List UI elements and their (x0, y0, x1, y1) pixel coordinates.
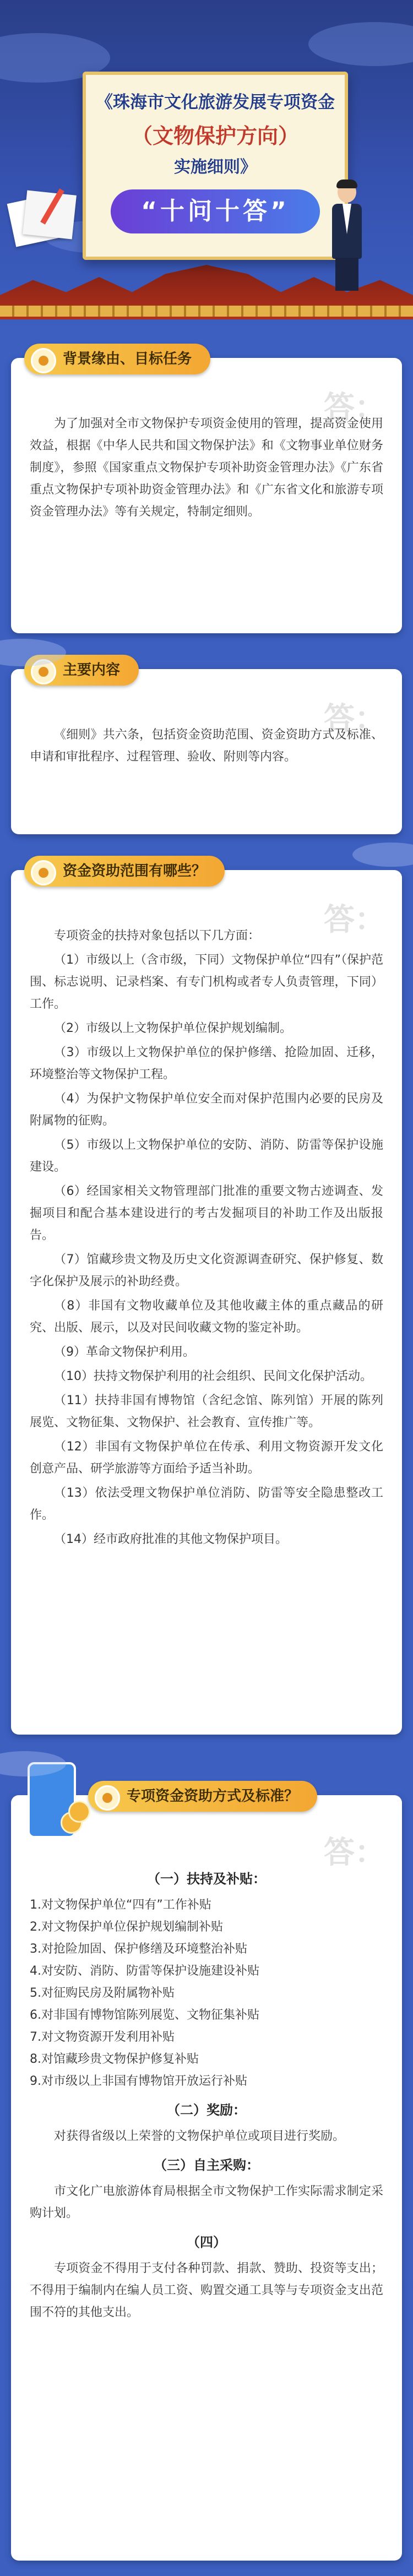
section-title-text: 专项资金资助方式及标准？ (127, 1788, 299, 1805)
list-item: （2）市级以上文物保护单位保护规划编制。 (54, 1021, 292, 1035)
list-item: 3.对抢险加固、保护修缮及环境整治补贴 (30, 1942, 247, 1956)
title-banner (83, 72, 348, 260)
cloud-decoration (352, 843, 413, 867)
list-item: 6.对非国有博物馆陈列展览、文物征集补贴 (30, 2008, 259, 2022)
section-title-text: 主要内容 (63, 662, 121, 678)
title-line-3: 实施细则》 (174, 157, 257, 177)
presenter-illustration (328, 182, 366, 292)
paragraph: 专项资金不得用于支付各种罚款、捐款、赞助、投资等支出；不得用于编制内在编人员工资、购置交通工具等与专项资金支出范围不符的其他支出。 (30, 2262, 383, 2319)
paragraph: 市文化广电旅游体育局根据全市文物保护工作实际需求制定采购计划。 (30, 2184, 383, 2220)
list-item: 8.对馆藏珍贵文物保护修复补贴 (30, 2052, 199, 2066)
section-background (11, 351, 402, 633)
bullet-icon (31, 348, 56, 373)
bullet-icon (31, 860, 56, 885)
list-item: 1.对文物保护单位“四有”工作补贴 (30, 1898, 211, 1912)
section-body (30, 925, 383, 1553)
paragraph: 《细则》共六条，包括资金资助范围、资金资助方式及标准、申请和审批程序、过程管理、验收、附则等内容。 (30, 728, 383, 764)
list-item: （12）非国有文物保护单位在传承、利用文物资源开发文化创意产品、研学旅游等方面给予适当补助。 (30, 1440, 383, 1476)
subsection-title: （四） (187, 2235, 226, 2250)
documents-illustration (11, 187, 77, 248)
section-title (24, 344, 210, 374)
cloud-decoration (308, 22, 413, 66)
subsection-title: （二）奖励： (167, 2102, 246, 2118)
list-item: 9.对市级以上非国有博物馆开放运行补贴 (30, 2074, 247, 2088)
list-item: （1）市级以上（含市级，下同）文物保护单位“四有”（保护范围、标志说明、记录档案、有专门机构或者专人负责管理，下同）工作。 (30, 953, 383, 1011)
section-funding-scope (11, 863, 402, 1735)
list-item: 4.对安防、消防、防雷等保护设施建设补贴 (30, 1964, 259, 1978)
subsection-title: （三）自主采购： (154, 2157, 259, 2173)
bullet-icon (95, 1785, 120, 1811)
section-funding-methods (11, 1788, 402, 2561)
section-body (30, 1861, 383, 2324)
list-item: （9）革命文物保护利用。 (54, 1345, 195, 1359)
section-title (88, 1781, 317, 1812)
title-line-2: （文物保护方向） (131, 124, 299, 148)
list-item: （5）市级以上文物保护单位的安防、消防、防雷等保护设施建设。 (30, 1138, 383, 1174)
list-item: （6）经国家相关文物管理部门批准的重要文物古迹调查、发掘项目和配合基本建设进行的考古发掘项目的补助工作及出版报告。 (30, 1184, 383, 1242)
list-item: （8）非国有文物收藏单位及其他收藏主体的重点藏品的研究、出版、展示，以及对民间收藏文物的鉴定补助。 (30, 1299, 383, 1335)
title-badge: “十问十答” (111, 189, 320, 233)
answer-mark: 答： (324, 901, 385, 938)
palace-roof-trim (0, 306, 413, 317)
list-item: （7）馆藏珍贵文物及历史文化资源调查研究、保护修复、数字化保护及展示的补助经费。 (30, 1253, 383, 1289)
list-item: （13）依法受理文物保护单位消防、防雷等安全隐患整改工作。 (30, 1486, 383, 1522)
section-body (30, 724, 383, 768)
list-item: 5.对征购民房及附属物补贴 (30, 1986, 175, 2000)
list-item: （3）市级以上文物保护单位的保护修缮、抢险加固、迁移，环境整治等文物保护工程。 (30, 1046, 383, 1082)
paragraph: 对获得省级以上荣誉的文物保护单位或项目进行奖励。 (54, 2129, 345, 2143)
subsection-title: （一）扶持及补贴： (147, 1871, 266, 1887)
section-title (24, 856, 225, 887)
list-item: 2.对文物保护单位保护规划编制补贴 (30, 1920, 223, 1934)
hero-header (0, 0, 413, 330)
section-body (30, 413, 383, 523)
answer-mark: 答： (324, 700, 385, 737)
paragraph: 为了加强对全市文物保护专项资金使用的管理，提高资金使用效益，根据《中华人民共和国文物保护法》和《文物事业单位财务制度》，参照《国家重点文物保护专项补助资金管理办法》《广东省重点文物保护专项补助资金管理办法》和《广东省文化和旅游专项资金管理办法》等有关规定，特制定细则。 (30, 417, 383, 519)
list-item: （11）扶持非国有博物馆（含纪念馆、陈列馆）开展的陈列展览、文物征集、文物保护、社会教育、宣传推广等。 (30, 1394, 383, 1430)
list-item: （14）经市政府批准的其他文物保护项目。 (54, 1532, 287, 1546)
list-item: （4）为保护文物保护单位安全而对保护范围内必要的民房及附属物的征购。 (30, 1092, 383, 1128)
answer-mark: 答： (324, 1834, 385, 1871)
list-item: （10）扶持文物保护利用的社会组织、民间文化保护活动。 (54, 1369, 372, 1383)
section-title-text: 资金资助范围有哪些？ (63, 863, 206, 879)
title-line-1: 《珠海市文化旅游发展专项资金 (96, 93, 335, 112)
section-title-text: 背景缘由、目标任务 (63, 351, 192, 367)
section-main-content (11, 662, 402, 834)
intro-text: 专项资金的扶持对象包括以下几方面： (54, 929, 260, 943)
list-item: 7.对文物资源开发利用补贴 (30, 2030, 175, 2044)
answer-mark: 答： (324, 389, 385, 426)
